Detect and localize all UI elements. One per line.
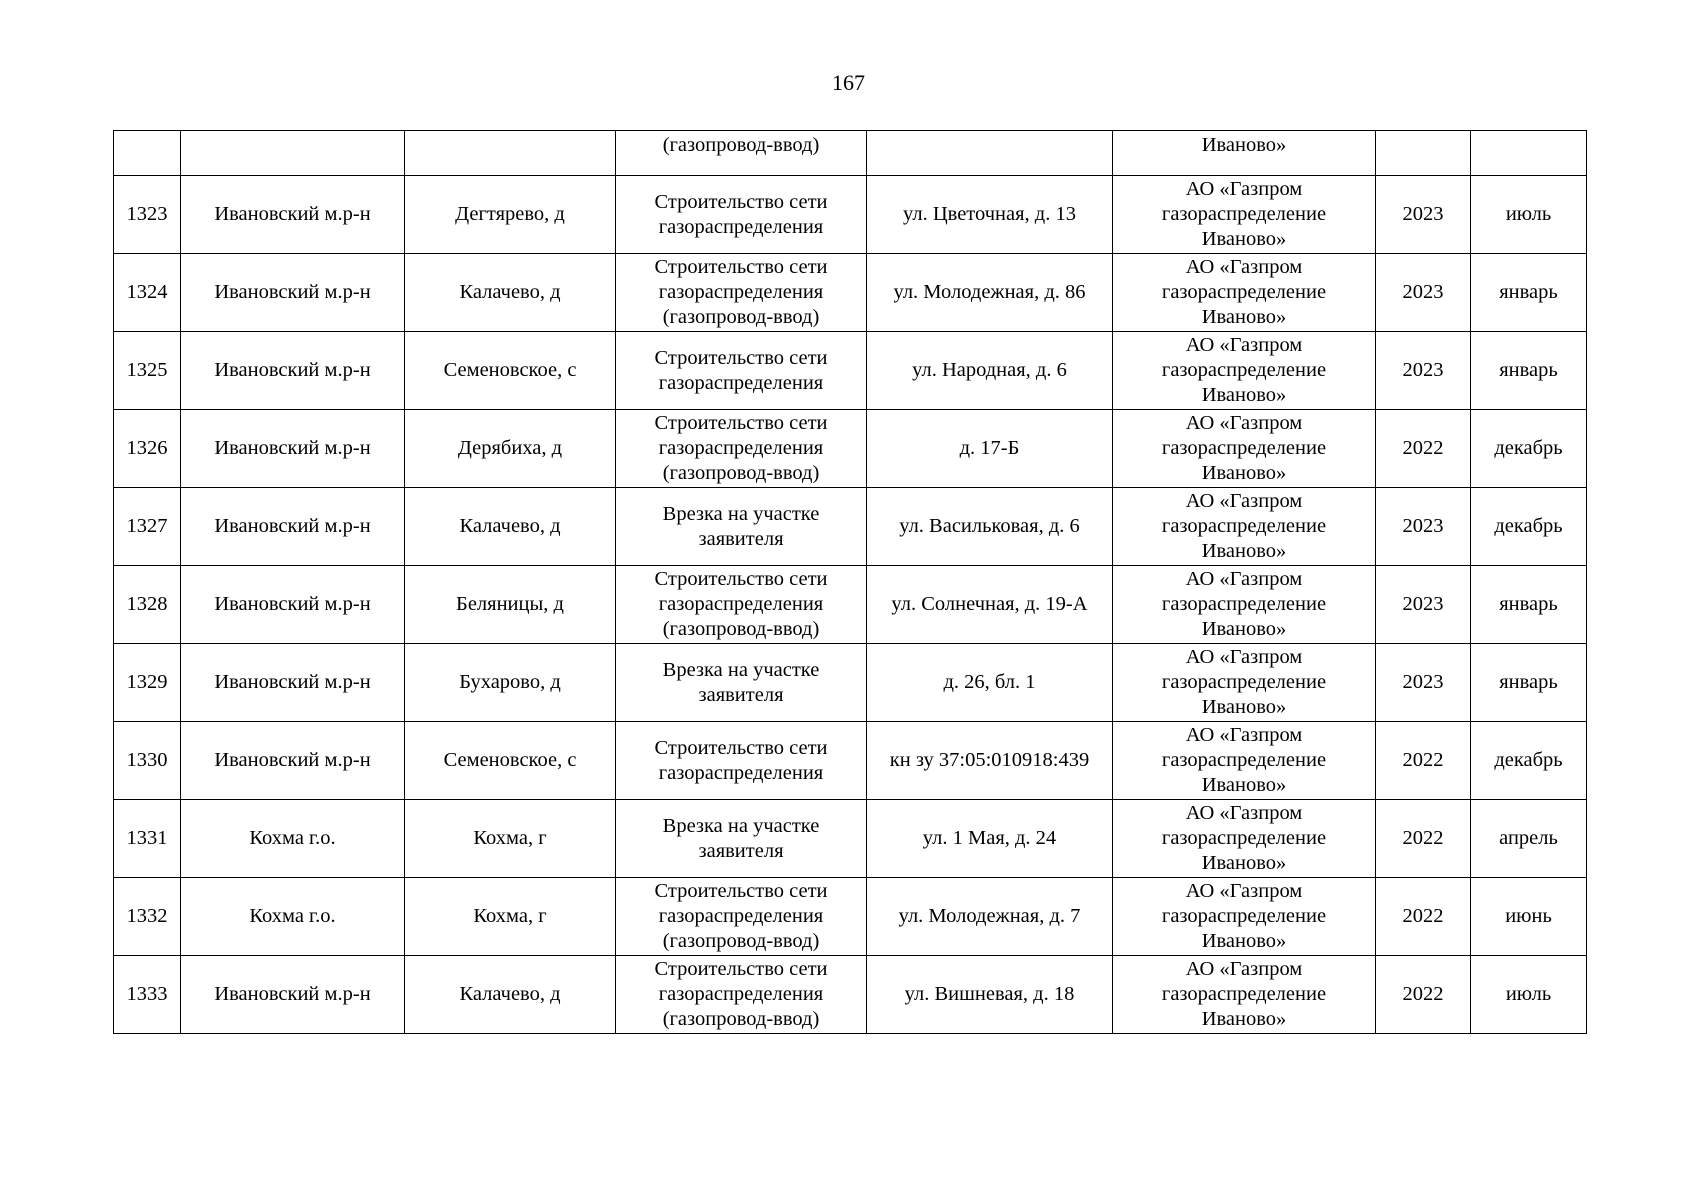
cell-year: 2022 [1376,956,1471,1034]
cell-num: 1325 [114,332,181,410]
cell-operator [1113,332,1376,410]
cell-month: апрель [1471,800,1587,878]
cell-locality: Семеновское, с [405,332,616,410]
cell-num: 1326 [114,410,181,488]
cell-operator [1113,488,1376,566]
cell-locality [405,131,616,176]
cell-month: июль [1471,956,1587,1034]
cell-operator-line: Иваново» [1201,930,1287,952]
cell-month: июнь [1471,878,1587,956]
cell-operator-line: газораспределение [1161,905,1327,927]
cell-year: 2023 [1376,644,1471,722]
cell-work [616,878,867,956]
cell-operator-line: газораспределение [1161,593,1327,615]
cell-year: 2022 [1376,878,1471,956]
cell-locality: Дерябиха, д [405,410,616,488]
cell-district: Ивановский м.р-н [181,488,405,566]
table-row [114,566,1587,644]
cell-operator-line: Иваново» [1201,618,1287,640]
cell-district: Ивановский м.р-н [181,566,405,644]
cell-operator [1113,722,1376,800]
cell-work-line: газораспределения [658,983,824,1005]
gas-connection-table [113,130,1587,1034]
cell-work-line: (газопровод-ввод) [662,462,820,484]
cell-district: Ивановский м.р-н [181,956,405,1034]
cell-district: Ивановский м.р-н [181,722,405,800]
cell-operator [1113,644,1376,722]
cell-district: Ивановский м.р-н [181,332,405,410]
cell-locality: Калачево, д [405,254,616,332]
cell-operator [1113,878,1376,956]
cell-district: Ивановский м.р-н [181,644,405,722]
cell-work-line: газораспределения [658,905,824,927]
table-row [114,722,1587,800]
cell-work [616,410,867,488]
cell-work [616,488,867,566]
cell-address: д. 26, бл. 1 [867,644,1113,722]
cell-operator-line: газораспределение [1161,749,1327,771]
cell-locality: Беляницы, д [405,566,616,644]
table-row [114,644,1587,722]
cell-district [181,131,405,176]
cell-work-line: Строительство сети [654,958,828,980]
cell-locality: Кохма, г [405,800,616,878]
cell-operator-line: газораспределение [1161,515,1327,537]
cell-year: 2023 [1376,566,1471,644]
cell-operator-line: АО «Газпром [1185,178,1303,200]
cell-operator [1113,566,1376,644]
cell-operator-line: Иваново» [1201,540,1287,562]
cell-work-line: газораспределения [658,761,824,784]
cell-locality: Бухарово, д [405,644,616,722]
cell-work-line: Строительство сети [654,568,828,590]
cell-address: ул. 1 Мая, д. 24 [867,800,1113,878]
table-row [114,254,1587,332]
cell-num: 1331 [114,800,181,878]
cell-num: 1330 [114,722,181,800]
cell-operator-line: АО «Газпром [1185,568,1303,590]
table-row [114,878,1587,956]
cell-address: ул. Народная, д. 6 [867,332,1113,410]
cell-operator-line: газораспределение [1161,359,1327,381]
cell-operator-line: газораспределение [1161,437,1327,459]
cell-year [1376,131,1471,176]
cell-month: декабрь [1471,410,1587,488]
cell-work-line: Врезка на участке [662,502,820,525]
cell-locality: Семеновское, с [405,722,616,800]
cell-address: ул. Молодежная, д. 86 [867,254,1113,332]
continuation-row [114,131,1587,176]
cell-work [616,644,867,722]
cell-operator-line: газораспределение [1161,671,1327,693]
cell-operator-line: газораспределение [1161,281,1327,303]
cell-month: январь [1471,332,1587,410]
cell-operator-line: Иваново» [1201,696,1287,718]
cell-num: 1333 [114,956,181,1034]
cell-district: Ивановский м.р-н [181,254,405,332]
cell-operator-line: Иваново» [1201,228,1287,250]
cell-operator-line: Иваново» [1201,852,1287,874]
cell-work-line: газораспределения [658,593,824,615]
cell-work [616,956,867,1034]
cell-work-line: заявителя [698,839,784,862]
cell-year: 2023 [1376,254,1471,332]
cell-work-line: газораспределения [658,215,824,238]
cell-operator [1113,800,1376,878]
cell-address [867,131,1113,176]
cell-address: ул. Молодежная, д. 7 [867,878,1113,956]
table-row [114,956,1587,1034]
cell-work-line: (газопровод-ввод) [662,930,820,952]
cell-num [114,131,181,176]
cell-work-line: Строительство сети [654,736,828,759]
cell-operator [1113,410,1376,488]
cell-operator-line: АО «Газпром [1185,412,1303,434]
cell-operator-line: АО «Газпром [1185,880,1303,902]
cell-year: 2023 [1376,488,1471,566]
table-row [114,488,1587,566]
cell-work [616,254,867,332]
cell-district: Кохма г.о. [181,878,405,956]
cell-operator-line: газораспределение [1161,827,1327,849]
cell-address: ул. Васильковая, д. 6 [867,488,1113,566]
cell-address: д. 17-Б [867,410,1113,488]
cell-operator: Иваново» [1113,131,1376,176]
cell-work-line: (газопровод-ввод) [662,1008,820,1030]
cell-num: 1323 [114,176,181,254]
cell-work-line: Строительство сети [654,256,828,278]
cell-operator-line: Иваново» [1201,384,1287,406]
cell-year: 2022 [1376,722,1471,800]
cell-work [616,176,867,254]
cell-operator [1113,254,1376,332]
cell-operator-line: АО «Газпром [1185,334,1303,356]
cell-work-line: газораспределения [658,437,824,459]
cell-work-line: Строительство сети [654,190,828,213]
cell-operator-line: газораспределение [1161,983,1327,1005]
cell-work-line: (газопровод-ввод) [662,618,820,640]
cell-work-line: Врезка на участке [662,658,820,681]
cell-num: 1327 [114,488,181,566]
cell-work-line: Строительство сети [654,880,828,902]
table-row [114,176,1587,254]
cell-month: декабрь [1471,722,1587,800]
cell-district: Кохма г.о. [181,800,405,878]
cell-work [616,722,867,800]
cell-operator [1113,176,1376,254]
cell-operator-line: АО «Газпром [1185,958,1303,980]
cell-work-line: газораспределения [658,371,824,394]
cell-work [616,566,867,644]
cell-address: ул. Цветочная, д. 13 [867,176,1113,254]
cell-operator-line: Иваново» [1201,1008,1287,1030]
cell-work-line: газораспределения [658,281,824,303]
page-number: 167 [832,70,865,95]
cell-work-line: Строительство сети [654,346,828,369]
cell-district: Ивановский м.р-н [181,410,405,488]
cell-district: Ивановский м.р-н [181,176,405,254]
cell-locality: Дегтярево, д [405,176,616,254]
cell-address: кн зу 37:05:010918:439 [867,722,1113,800]
cell-operator-line: АО «Газпром [1185,256,1303,278]
cell-work: (газопровод-ввод) [616,131,867,176]
cell-month: июль [1471,176,1587,254]
cell-locality: Кохма, г [405,878,616,956]
cell-operator-line: Иваново» [1201,462,1287,484]
cell-address: ул. Вишневая, д. 18 [867,956,1113,1034]
table-row [114,410,1587,488]
cell-work [616,800,867,878]
cell-operator-line: Иваново» [1201,774,1287,796]
cell-month [1471,131,1587,176]
cell-operator [1113,956,1376,1034]
cell-num: 1332 [114,878,181,956]
cell-month: январь [1471,566,1587,644]
cell-month: январь [1471,254,1587,332]
table-row [114,800,1587,878]
table-row [114,332,1587,410]
cell-work-line: заявителя [698,683,784,706]
cell-operator-line: АО «Газпром [1185,724,1303,746]
cell-month: январь [1471,644,1587,722]
cell-year: 2023 [1376,176,1471,254]
cell-operator-line: АО «Газпром [1185,802,1303,824]
cell-year: 2023 [1376,332,1471,410]
cell-operator-line: АО «Газпром [1185,646,1303,668]
cell-work-line: (газопровод-ввод) [662,306,820,328]
cell-num: 1324 [114,254,181,332]
table-body [114,131,1587,1034]
cell-locality: Калачево, д [405,488,616,566]
cell-operator-line: Иваново» [1201,306,1287,328]
cell-operator-line: АО «Газпром [1185,490,1303,512]
cell-num: 1328 [114,566,181,644]
cell-operator-line: газораспределение [1161,203,1327,225]
cell-address: ул. Солнечная, д. 19-А [867,566,1113,644]
cell-num: 1329 [114,644,181,722]
cell-locality: Калачево, д [405,956,616,1034]
cell-year: 2022 [1376,800,1471,878]
cell-work-line: заявителя [698,527,784,550]
cell-work-line: Строительство сети [654,412,828,434]
cell-work [616,332,867,410]
cell-year: 2022 [1376,410,1471,488]
cell-work-line: Врезка на участке [662,814,820,837]
cell-month: декабрь [1471,488,1587,566]
